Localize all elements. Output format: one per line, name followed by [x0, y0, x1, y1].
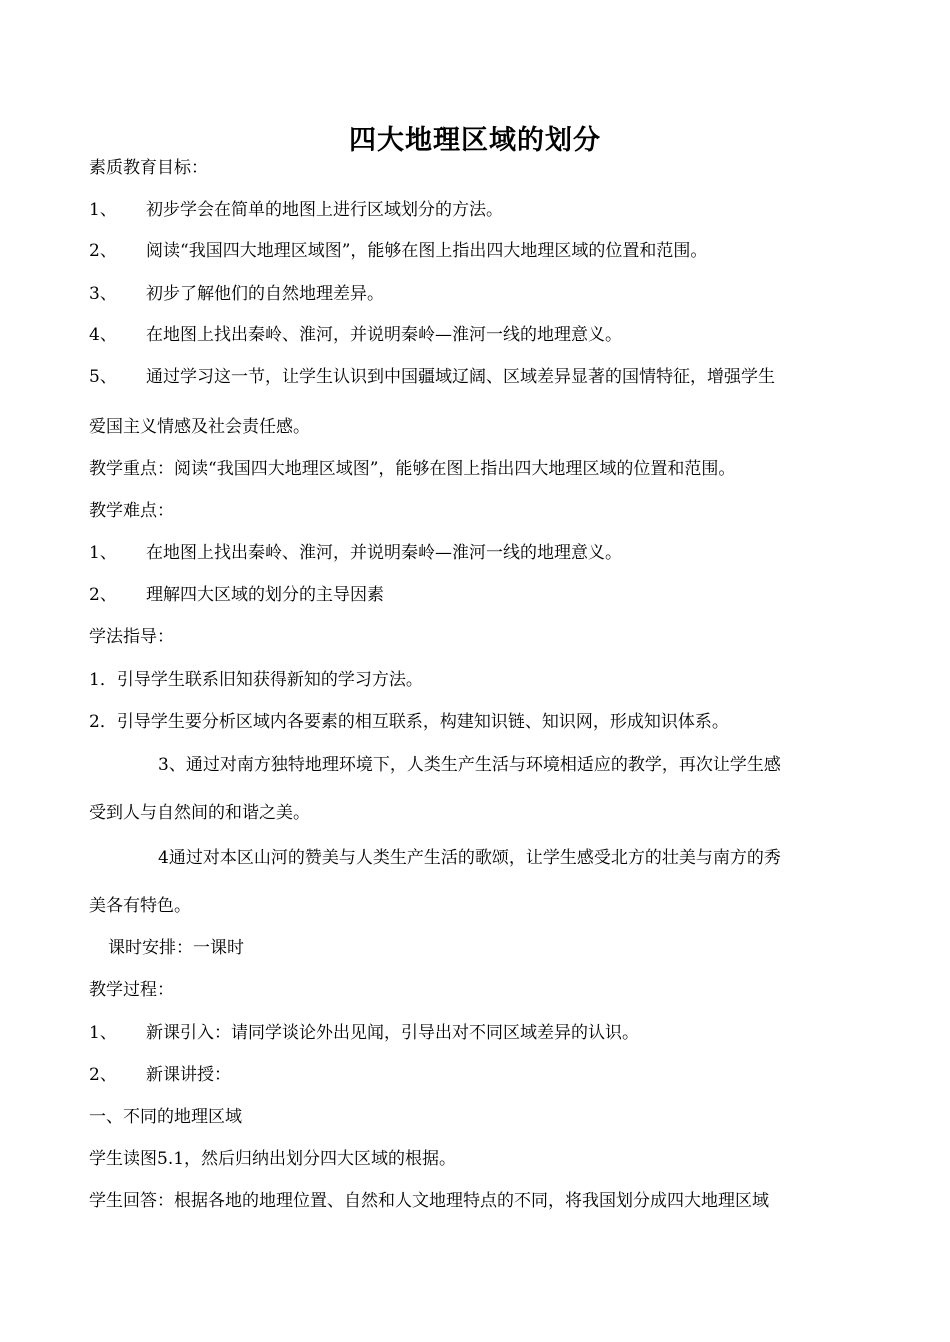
- difficulty-text: 理解四大区域的划分的主导因素: [146, 585, 384, 605]
- goals-heading: 素质教育目标：: [89, 158, 208, 178]
- method-heading: 学法指导：: [89, 627, 174, 647]
- goal-text: 通过学习这一节，让学生认识到中国疆域辽阔、区域差异显著的国情特征，增强学生: [146, 367, 775, 387]
- difficulty-number: 1、: [89, 543, 117, 563]
- method-item: 3、通过对南方独特地理环境下，人类生产生活与环境相适应的教学，再次让学生感: [158, 755, 781, 775]
- paragraph: 学生回答：根据各地的地理位置、自然和人文地理特点的不同，将我国划分成四大地理区域: [89, 1191, 769, 1211]
- method-continuation: 受到人与自然间的和谐之美。: [89, 803, 310, 823]
- goal-continuation: 爱国主义情感及社会责任感。: [89, 417, 310, 437]
- process-item: [89, 1022, 639, 1044]
- goal-text: 初步学会在简单的地图上进行区域划分的方法。: [146, 200, 503, 220]
- difficulty-item: [89, 542, 622, 564]
- goal-number: 1、: [89, 200, 117, 220]
- method-continuation: 美各有特色。: [89, 896, 191, 916]
- process-text: 新课引入：请同学谈论外出见闻，引导出对不同区域差异的认识。: [146, 1023, 639, 1043]
- goal-item: [89, 240, 707, 262]
- method-item: 2．引导学生要分析区域内各要素的相互联系，构建知识链、知识网，形成知识体系。: [89, 712, 729, 732]
- process-text: 新课讲授：: [146, 1065, 231, 1085]
- goal-number: 5、: [89, 367, 117, 387]
- difficulty-text: 在地图上找出秦岭、淮河，并说明秦岭—淮河一线的地理意义。: [146, 543, 622, 563]
- goal-item: [89, 199, 503, 221]
- process-heading: 教学过程：: [89, 980, 174, 1000]
- goal-number: 3、: [89, 284, 117, 304]
- goal-text: 初步了解他们的自然地理差异。: [146, 284, 384, 304]
- goal-text: 阅读“我国四大地理区域图”，能够在图上指出四大地理区域的位置和范围。: [146, 241, 708, 261]
- method-item: 1．引导学生联系旧知获得新知的学习方法。: [89, 670, 423, 690]
- goal-text: 在地图上找出秦岭、淮河，并说明秦岭—淮河一线的地理意义。: [146, 325, 622, 345]
- difficulty-heading: 教学难点：: [89, 501, 174, 521]
- goal-number: 2、: [89, 241, 117, 261]
- schedule: 课时安排：一课时: [108, 938, 244, 958]
- difficulty-item: [89, 584, 384, 606]
- section-heading: 一、不同的地理区域: [89, 1107, 242, 1127]
- process-item: [89, 1064, 231, 1086]
- difficulty-number: 2、: [89, 585, 117, 605]
- paragraph: 学生读图5.1，然后归纳出划分四大区域的根据。: [89, 1149, 457, 1169]
- method-item: 4通过对本区山河的赞美与人类生产生活的歌颂，让学生感受北方的壮美与南方的秀: [158, 848, 781, 868]
- goal-item: [89, 283, 384, 305]
- goal-item: [89, 324, 622, 346]
- process-number: 1、: [89, 1023, 117, 1043]
- process-number: 2、: [89, 1065, 117, 1085]
- goal-number: 4、: [89, 325, 117, 345]
- key-point: 教学重点：阅读“我国四大地理区域图”，能够在图上指出四大地理区域的位置和范围。: [89, 459, 736, 479]
- goal-item: [89, 366, 775, 388]
- document-title: 四大地理区域的划分: [349, 125, 601, 156]
